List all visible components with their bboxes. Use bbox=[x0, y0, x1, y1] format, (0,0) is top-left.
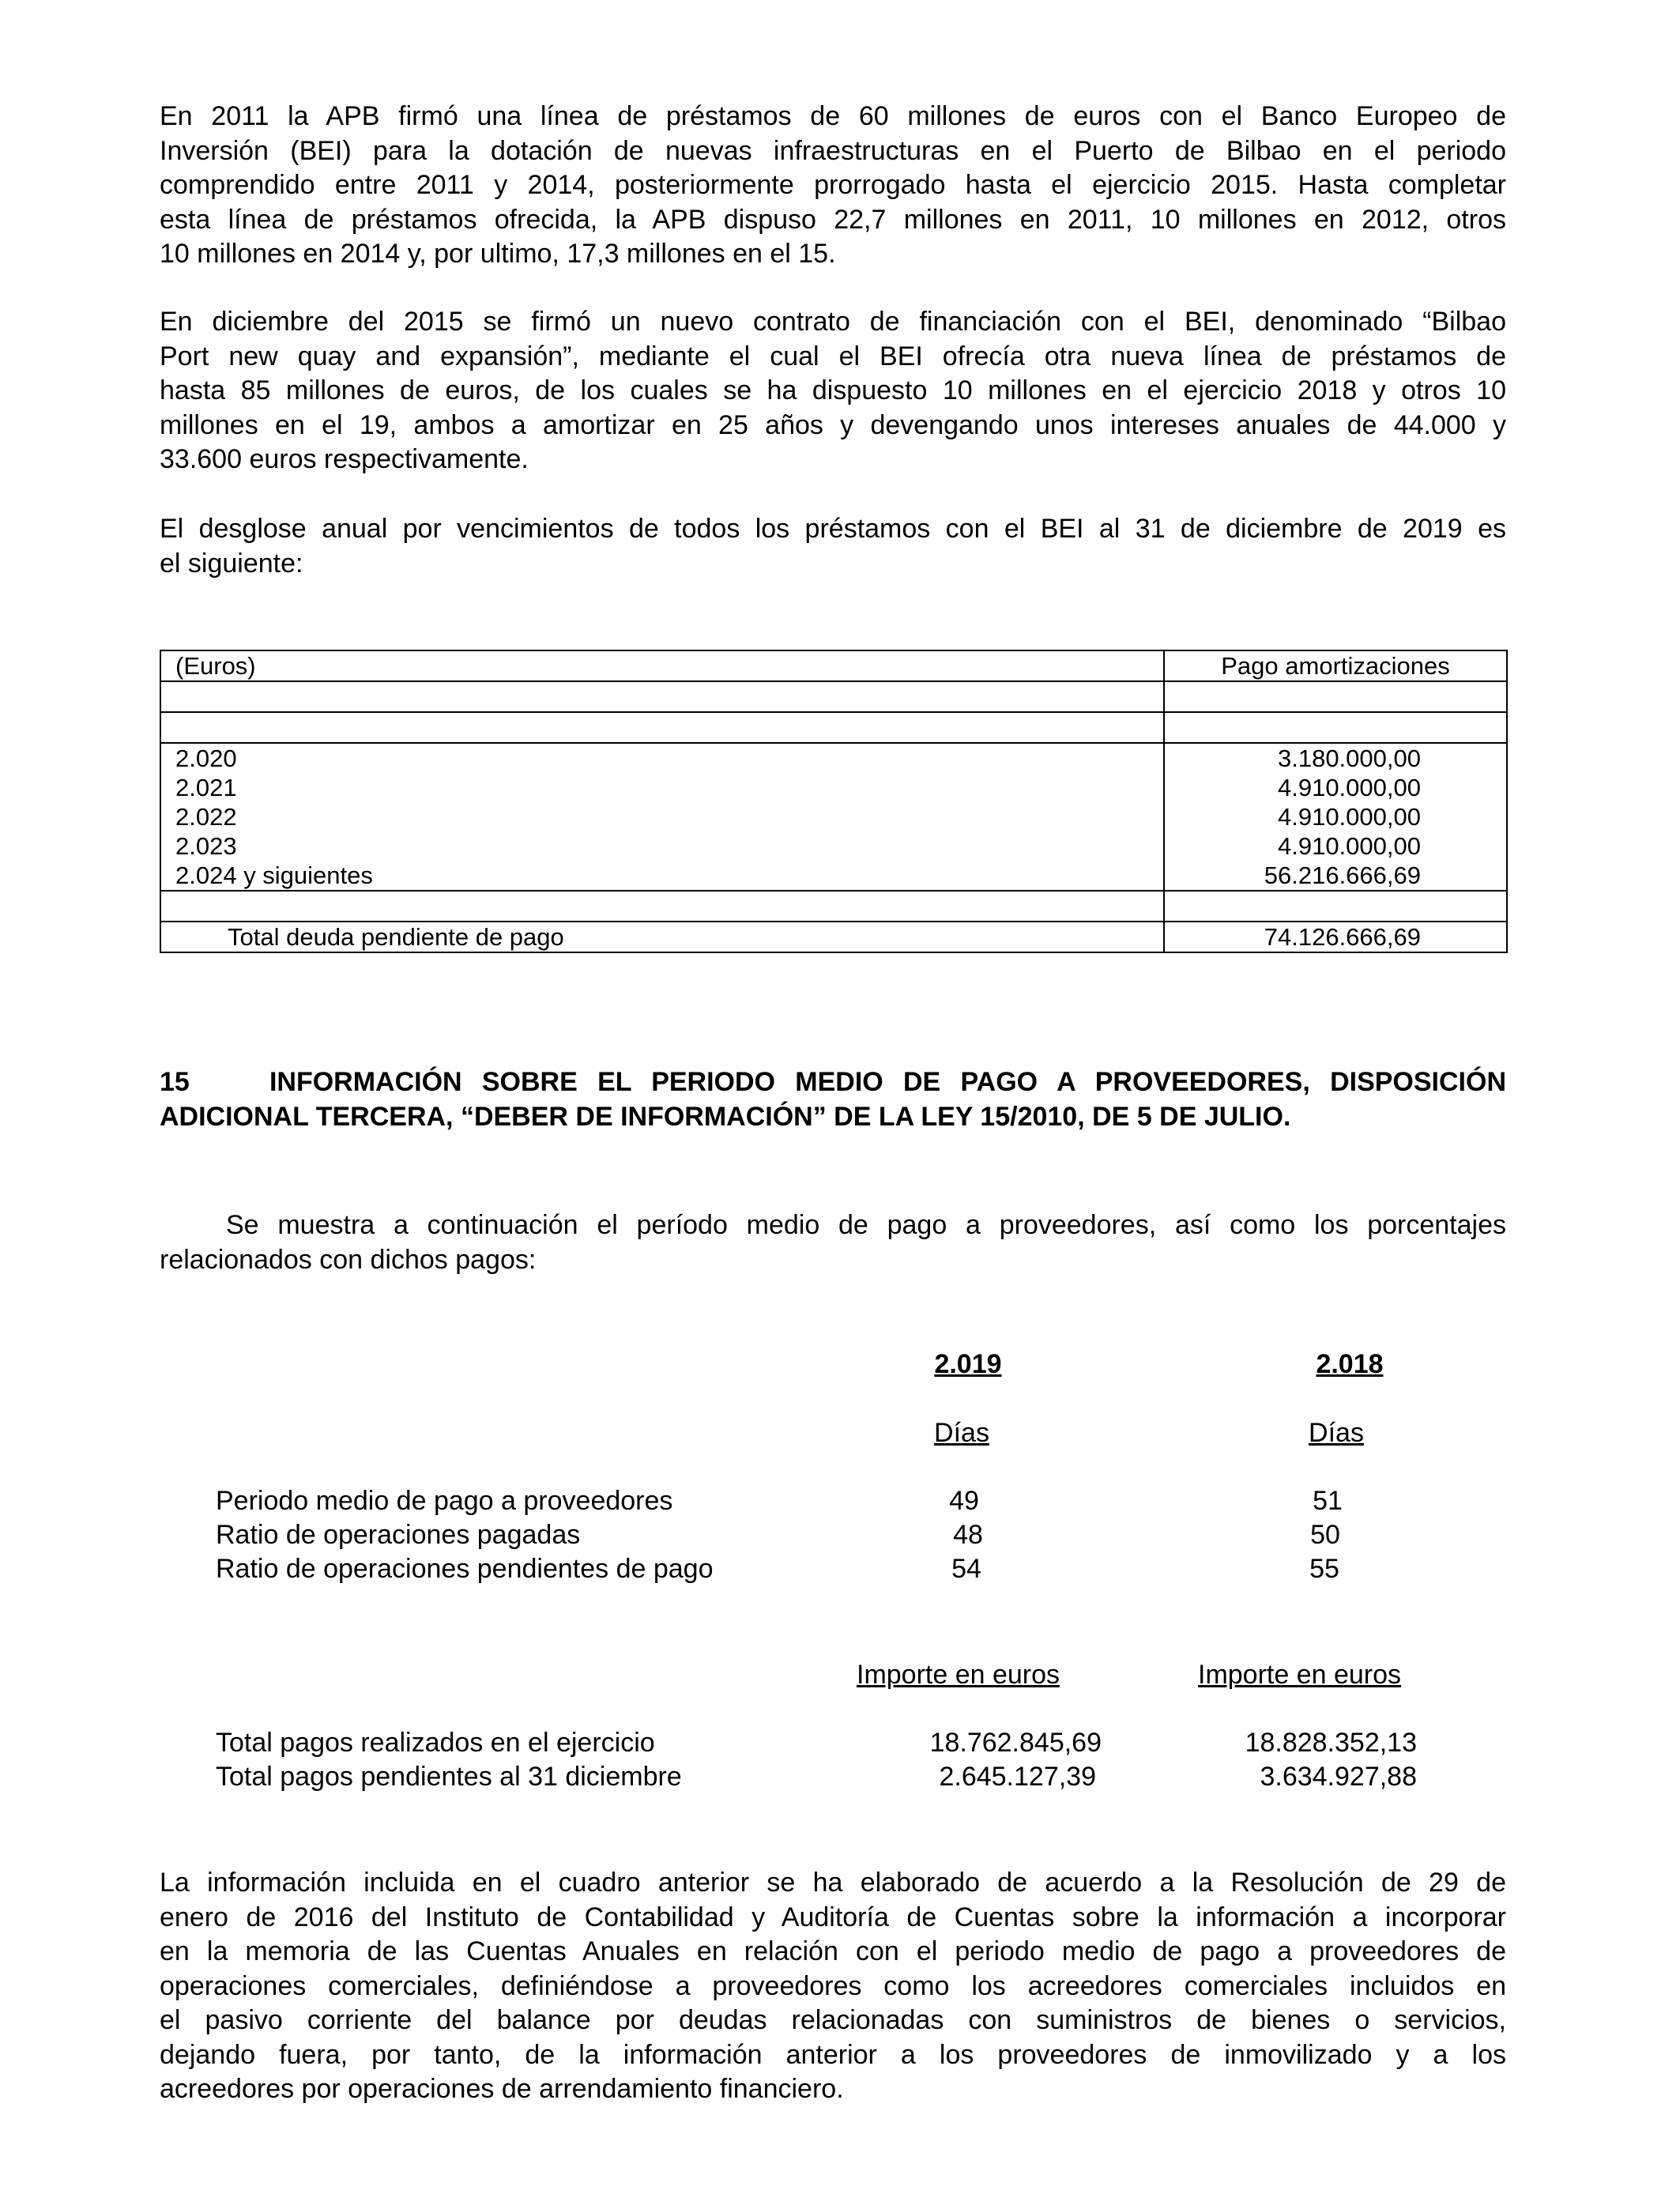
text-line: el siguiente: bbox=[160, 548, 303, 579]
table-row bbox=[160, 831, 1507, 861]
maturity-amount: 56.216.666,69 bbox=[1164, 861, 1507, 891]
table-header-label: (Euros) bbox=[160, 650, 1164, 681]
text-line: millones en el 19, ambos a amortizar en 25 años y devengando unos intereses anuales de 44.000 y bbox=[160, 409, 1506, 440]
year-header-2018: 2.018 bbox=[1316, 1349, 1384, 1379]
section-heading-15 bbox=[160, 1065, 1506, 1134]
text-line: dejando fuera, por tanto, de la información anterior a los proveedores de inmovilizado y a los bbox=[160, 2039, 1506, 2070]
text-line: enero de 2016 del Instituto de Contabilidad y Auditoría de Cuentas sobre la información a incorporar bbox=[160, 1902, 1506, 1932]
amount-value-2019: 18.762.845,69 bbox=[929, 1728, 1102, 1758]
amount-value-2018: 3.634.927,88 bbox=[1260, 1762, 1417, 1792]
maturities-table bbox=[160, 650, 1508, 953]
table-header-row bbox=[160, 650, 1507, 681]
text-line: acreedores por operaciones de arrendamiento financiero. bbox=[160, 2074, 844, 2104]
table-empty-row bbox=[160, 712, 1507, 743]
text-line: Se muestra a continuación el período medio de pago a proveedores, así como los porcentajes bbox=[226, 1210, 1506, 1240]
row-value-2018: 55 bbox=[1309, 1554, 1339, 1584]
amount-header-2018: Importe en euros bbox=[1198, 1660, 1402, 1690]
maturity-year: 2.023 bbox=[160, 831, 1164, 861]
paragraph-payment-intro bbox=[160, 1208, 1506, 1277]
text-line: operaciones comerciales, definiéndose a proveedores como los acreedores comerciales incluidos en bbox=[160, 1970, 1506, 2001]
paragraph-resolution-note bbox=[160, 1866, 1506, 2107]
row-value-2019: 48 bbox=[953, 1520, 983, 1550]
text-line: El desglose anual por vencimientos de todos los préstamos con el BEI al 31 de diciembre de 2019 es bbox=[160, 514, 1506, 544]
text-line: el pasivo corriente del balance por deudas relacionadas con suministros de bienes o servicios, bbox=[160, 2005, 1506, 2035]
text-line: en la memoria de las Cuentas Anuales en relación con el periodo medio de pago a proveedores de bbox=[160, 1936, 1506, 1966]
text-line: En 2011 la APB firmó una línea de préstamos de 60 millones de euros con el Banco Europeo de bbox=[160, 101, 1506, 131]
text-line: relacionados con dichos pagos: bbox=[160, 1244, 537, 1275]
row-value-2019: 49 bbox=[949, 1486, 979, 1516]
maturity-amount: 4.910.000,00 bbox=[1164, 802, 1507, 831]
unit-header-days-2019: Días bbox=[934, 1418, 989, 1448]
text-line: esta línea de préstamos ofrecida, la APB dispuso 22,7 millones en 2011, 10 millones en 2012, otros bbox=[160, 204, 1506, 235]
paragraph-maturities-intro bbox=[160, 512, 1506, 581]
row-label: Ratio de operaciones pendientes de pago bbox=[216, 1554, 714, 1584]
table-row bbox=[160, 802, 1507, 831]
maturity-year: 2.020 bbox=[160, 743, 1164, 773]
text-line: En diciembre del 2015 se firmó un nuevo contrato de financiación con el BEI, denominado “Bilbao bbox=[160, 307, 1506, 337]
table-row bbox=[160, 861, 1507, 891]
paragraph-bei-contract-2015 bbox=[160, 305, 1506, 477]
text-line: 10 millones en 2014 y, por ultimo, 17,3 millones en el 15. bbox=[160, 239, 836, 269]
maturity-year: 2.021 bbox=[160, 773, 1164, 802]
text-line: comprendido entre 2011 y 2014, posteriormente prorrogado hasta el ejercicio 2015. Hasta completar bbox=[160, 170, 1506, 200]
maturity-amount: 4.910.000,00 bbox=[1164, 831, 1507, 861]
table-row bbox=[160, 773, 1507, 802]
row-value-2019: 54 bbox=[951, 1554, 981, 1584]
table-empty-row bbox=[160, 681, 1507, 712]
table-header-amount: Pago amortizaciones bbox=[1164, 650, 1507, 681]
unit-header-days-2018: Días bbox=[1309, 1418, 1364, 1448]
row-value-2018: 51 bbox=[1313, 1486, 1343, 1516]
row-label: Ratio de operaciones pagadas bbox=[216, 1520, 581, 1550]
amount-header-2019: Importe en euros bbox=[857, 1660, 1060, 1690]
heading-line: 15 INFORMACIÓN SOBRE EL PERIODO MEDIO DE PAGO A PROVEEDORES, DISPOSICIÓN bbox=[160, 1067, 1506, 1097]
maturity-year: 2.024 y siguientes bbox=[160, 861, 1164, 891]
row-value-2018: 50 bbox=[1310, 1520, 1340, 1550]
table-row bbox=[160, 743, 1507, 773]
row-label: Periodo medio de pago a proveedores bbox=[216, 1486, 673, 1516]
text-line: Inversión (BEI) para la dotación de nuevas infraestructuras en el Puerto de Bilbao en el periodo bbox=[160, 135, 1506, 166]
amount-value-2018: 18.828.352,13 bbox=[1245, 1728, 1417, 1758]
maturity-amount: 4.910.000,00 bbox=[1164, 773, 1507, 802]
text-line: Port new quay and expansión”, mediante el cual el BEI ofrecía otra nueva línea de préstamos de bbox=[160, 341, 1506, 371]
heading-line: ADICIONAL TERCERA, “DEBER DE INFORMACIÓN” DE LA LEY 15/2010, DE 5 DE JULIO. bbox=[160, 1102, 1291, 1132]
total-label: Total deuda pendiente de pago bbox=[160, 922, 1164, 952]
amount-row-label: Total pagos pendientes al 31 diciembre bbox=[216, 1762, 682, 1792]
text-line: hasta 85 millones de euros, de los cuales se ha dispuesto 10 millones en el ejercicio 2018 y otros 10 bbox=[160, 375, 1506, 405]
table-total-row bbox=[160, 922, 1507, 952]
text-line: La información incluida en el cuadro anterior se ha elaborado de acuerdo a la Resolución de 29 de bbox=[160, 1868, 1506, 1898]
maturity-amount: 3.180.000,00 bbox=[1164, 743, 1507, 773]
total-amount: 74.126.666,69 bbox=[1164, 922, 1507, 952]
text-line: 33.600 euros respectivamente. bbox=[160, 444, 529, 474]
year-header-2019: 2.019 bbox=[934, 1349, 1002, 1379]
amount-row-label: Total pagos realizados en el ejercicio bbox=[216, 1728, 655, 1758]
amount-value-2019: 2.645.127,39 bbox=[939, 1762, 1096, 1792]
maturity-year: 2.022 bbox=[160, 802, 1164, 831]
paragraph-bei-loan-2011 bbox=[160, 100, 1506, 272]
table-empty-row bbox=[160, 891, 1507, 922]
